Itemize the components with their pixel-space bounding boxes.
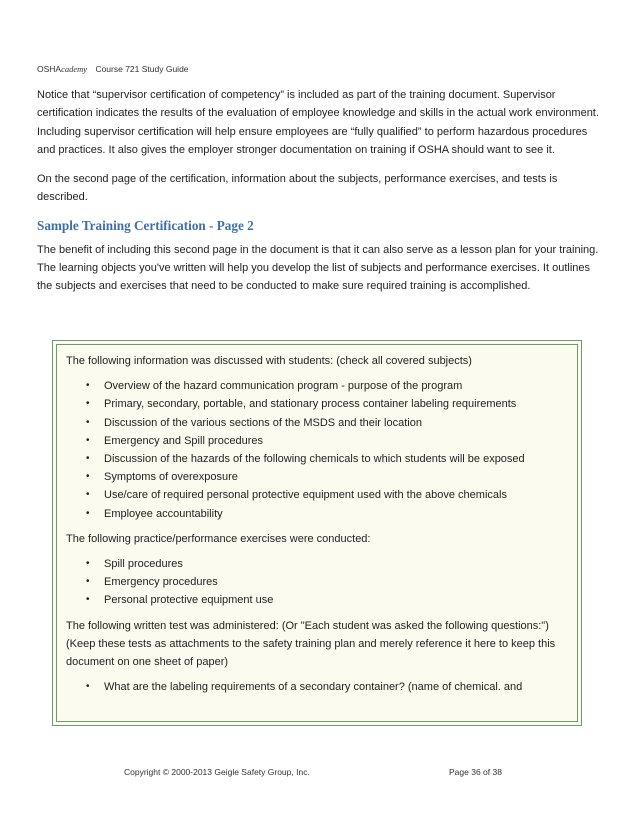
bullet-icon: • — [86, 471, 90, 483]
list-item: • Discussion of the various sections of the MSDS and their location — [66, 414, 568, 432]
page-number: Page 36 of 38 — [449, 767, 502, 777]
course-title: Course 721 Study Guide — [95, 64, 189, 74]
bullet-icon: • — [86, 594, 90, 606]
paragraph-second-page: On the second page of the certification, information about the subjects, performance exercises, and tests is described. — [37, 173, 558, 204]
list-item: • Symptoms of overexposure — [66, 468, 568, 486]
page-header — [37, 64, 189, 74]
bullet-icon: • — [86, 434, 90, 446]
bullet-icon: • — [86, 489, 90, 501]
list-item: • Discussion of the hazards of the following chemicals to which students will be exposed — [66, 450, 568, 468]
copyright-notice: Copyright © 2000-2013 Geigle Safety Group, Inc. — [124, 767, 310, 777]
bullet-icon: • — [86, 681, 90, 693]
sample-certificate-box — [56, 344, 578, 722]
list-item: • Overview of the hazard communication program - purpose of the program — [66, 377, 568, 395]
page-body — [37, 86, 600, 307]
brand-suffix: cademy — [61, 64, 88, 74]
bullet-icon: • — [86, 453, 90, 465]
bullet-icon: • — [86, 558, 90, 570]
subjects-list — [66, 377, 568, 523]
bullet-icon: • — [86, 380, 90, 392]
exercises-intro: The following practice/performance exercises were conducted: — [66, 532, 371, 545]
list-item: • What are the labeling requirements of a secondary container? (name of chemical. and — [66, 678, 568, 696]
questions-list — [66, 678, 568, 696]
paragraph-supervisor-certification: Notice that “supervisor certification of competency” is included as part of the training document. Supervisor certification indicates the results of the evaluation of employee knowledge and skills in the actual work environment. Including supervisor certification will help ensure employees are “fully qualified” to perform hazardous procedures and practices. It also gives the employer stronger documentation on training if OSHA should want to see it. — [37, 89, 599, 156]
list-item: • Emergency procedures — [66, 573, 568, 591]
test-intro: The following written test was administered: (Or "Each student was asked the following questions:") (Keep these tests as attachments to the safety training plan and merely reference it here to keep this document on one sheet of paper) — [66, 619, 556, 669]
paragraph-benefit: The benefit of including this second page in the document is that it can also serve as a lesson plan for your training. The learning objects you've written will help you develop the list of subjects and performance exercises. It outlines the subjects and exercises that need to be conducted to make sure required training is accomplished. — [37, 243, 599, 293]
bullet-icon: • — [86, 398, 90, 410]
bullet-icon: • — [86, 507, 90, 519]
brand-prefix: OSHA — [37, 64, 62, 74]
list-item: • Emergency and Spill procedures — [66, 432, 568, 450]
list-item: • Employee accountability — [66, 505, 568, 523]
list-item: • Personal protective equipment use — [66, 591, 568, 609]
bullet-icon: • — [86, 416, 90, 428]
list-item: • Primary, secondary, portable, and stationary process container labeling requirements — [66, 395, 568, 413]
bullet-icon: • — [86, 576, 90, 588]
list-item: • Use/care of required personal protective equipment used with the above chemicals — [66, 486, 568, 504]
section-heading: Sample Training Certification - Page 2 — [37, 217, 254, 233]
list-item: • Spill procedures — [66, 555, 568, 573]
exercises-list — [66, 555, 568, 610]
subjects-intro: The following information was discussed with students: (check all covered subjects) — [66, 355, 472, 367]
